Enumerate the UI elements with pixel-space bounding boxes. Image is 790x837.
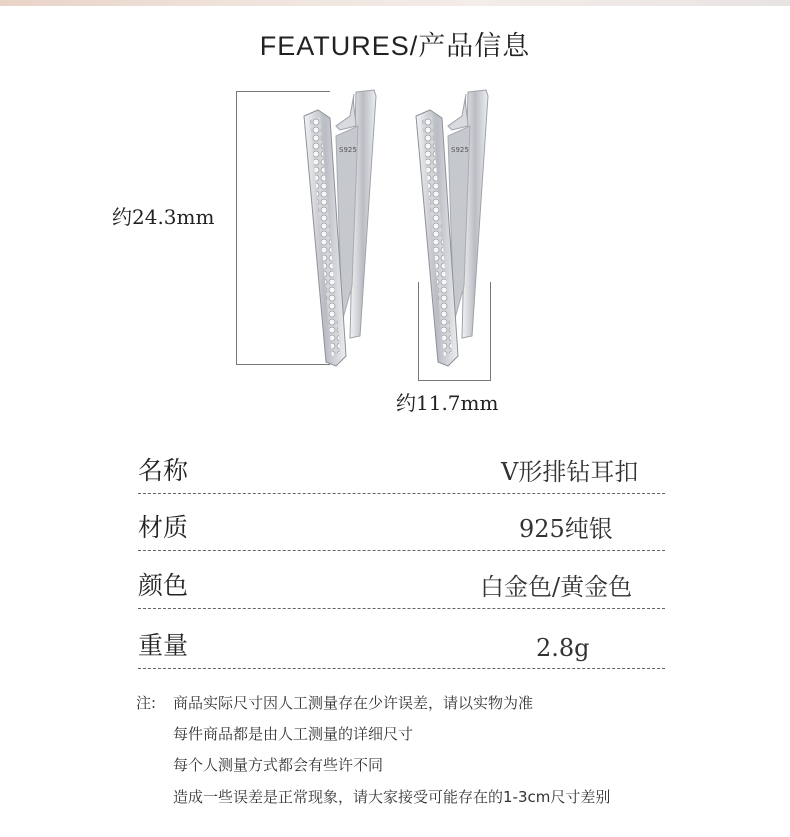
spec-label: 重量 bbox=[138, 631, 189, 660]
note-line: 每件商品都是由人工测量的详细尺寸 bbox=[173, 725, 414, 743]
top-decor-strip bbox=[0, 0, 790, 6]
spec-value: 白金色/黄金色 bbox=[480, 573, 633, 601]
width-dimension-label: 约11.7mm bbox=[396, 391, 499, 415]
note-line: 商品实际尺寸因人工测量存在少许误差，请以实物为准 bbox=[173, 694, 534, 712]
spec-value: V形排钻耳扣 bbox=[501, 458, 639, 486]
note-line: 每个人测量方式都会有些许不同 bbox=[173, 756, 384, 774]
spec-label: 颜色 bbox=[138, 571, 189, 600]
engraving-text-right: S925 bbox=[451, 146, 469, 154]
spec-row-color bbox=[138, 568, 665, 609]
spec-label: 材质 bbox=[138, 513, 189, 542]
spec-row-weight bbox=[138, 628, 665, 669]
width-dimension-line bbox=[418, 380, 491, 381]
spec-row-name bbox=[138, 453, 665, 494]
page-title: FEATURES/产品信息 bbox=[259, 31, 531, 61]
height-dimension-label: 约24.3mm bbox=[112, 205, 215, 229]
earring-image-right bbox=[408, 86, 498, 372]
spec-value: 925纯银 bbox=[519, 515, 613, 543]
notes-prefix: 注: bbox=[136, 694, 157, 712]
spec-label: 名称 bbox=[138, 456, 189, 485]
height-dimension-line bbox=[236, 91, 237, 364]
engraving-text-left: S925 bbox=[339, 146, 357, 154]
spec-value: 2.8g bbox=[536, 634, 590, 662]
spec-row-material bbox=[138, 510, 665, 551]
earring-image-left bbox=[296, 86, 386, 372]
note-line: 造成一些误差是正常现象，请大家接受可能存在的1-3cm尺寸差别 bbox=[173, 788, 611, 806]
